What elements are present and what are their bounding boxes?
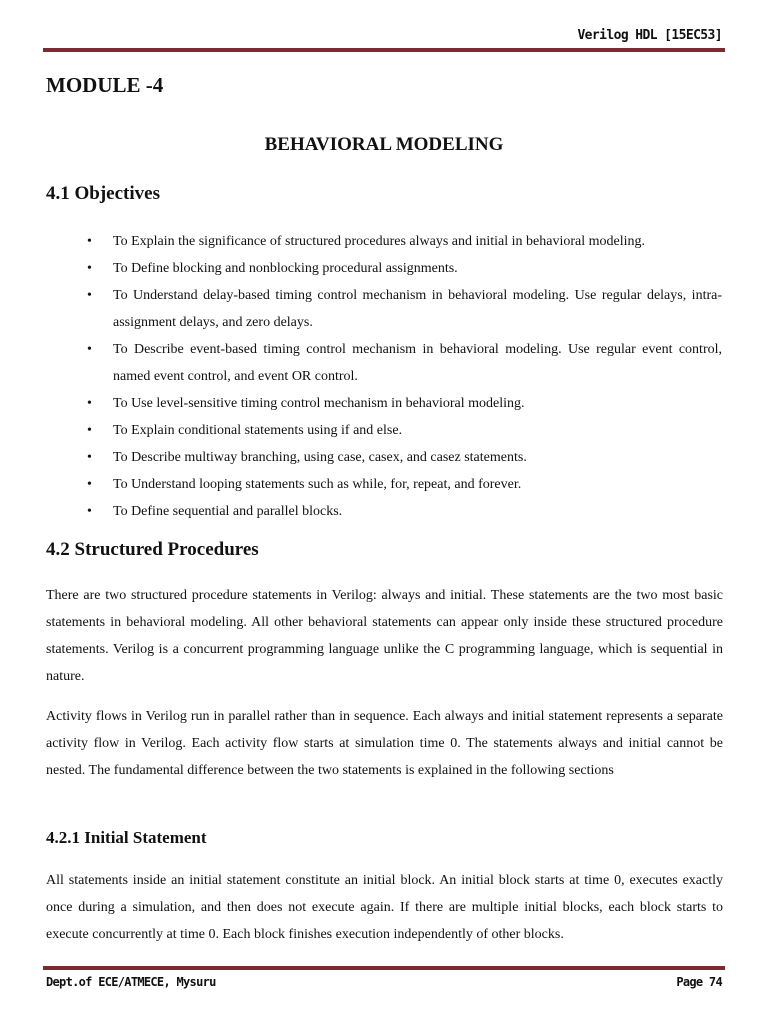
structured-paragraph-2: Activity flows in Verilog run in parallel rather than in sequence. Each always and initial statement represents a separate activity flow in Verilog. Each activity flow starts at simulation time 0. The statements always and initial cannot be nested. The fundamental difference between the two statements is explained in the following sections (46, 709, 723, 778)
chapter-title: BEHAVIORAL MODELING (264, 134, 504, 155)
footer-rule (43, 966, 725, 970)
initial-statement-heading: 4.2.1 Initial Statement (46, 828, 207, 847)
header-rule (43, 48, 725, 52)
footer-department: Dept.of ECE/ATMECE, Mysuru (46, 975, 216, 989)
objective-item: • To Explain conditional statements using if and else. (86, 417, 722, 444)
objective-item: • To Define sequential and parallel blocks. (86, 498, 722, 525)
objectives-heading: 4.1 Objectives (46, 183, 160, 204)
module-title: MODULE -4 (46, 73, 164, 97)
structured-procedures-heading: 4.2 Structured Procedures (46, 539, 259, 560)
footer-page-number: Page 74 (676, 975, 722, 989)
running-header-title: Verilog HDL [15EC53] (577, 28, 722, 43)
objective-item: • To Explain the significance of structured procedures always and initial in behavioral modeling. (86, 228, 722, 255)
objective-item: • To Describe event-based timing control mechanism in behavioral modeling. Use regular event control, named event control, and event OR control. (86, 336, 722, 390)
objective-item: • To Define blocking and nonblocking procedural assignments. (86, 255, 722, 282)
structured-paragraph-1: There are two structured procedure statements in Verilog: always and initial. These statements are the two most basic statements in behavioral modeling. All other behavioral statements can appear only inside these structured procedure statements. Verilog is a concurrent programming language unlike the C programming language, which is sequential in nature. (46, 588, 723, 684)
objective-item: • To Use level-sensitive timing control mechanism in behavioral modeling. (86, 390, 722, 417)
initial-statement-paragraph: All statements inside an initial statement constitute an initial block. An initial block starts at time 0, executes exactly once during a simulation, and then does not execute again. If there are multiple initial blocks, each block starts to execute concurrently at time 0. Each block finishes execution independently of other blocks. (46, 873, 723, 942)
objective-item: • To Understand looping statements such as while, for, repeat, and forever. (86, 471, 722, 498)
objective-item: • To Understand delay-based timing control mechanism in behavioral modeling. Use regular delays, intra-assignment delays, and zero delays. (86, 282, 722, 336)
objectives-list (86, 228, 722, 525)
objective-item: • To Describe multiway branching, using case, casex, and casez statements. (86, 444, 722, 471)
